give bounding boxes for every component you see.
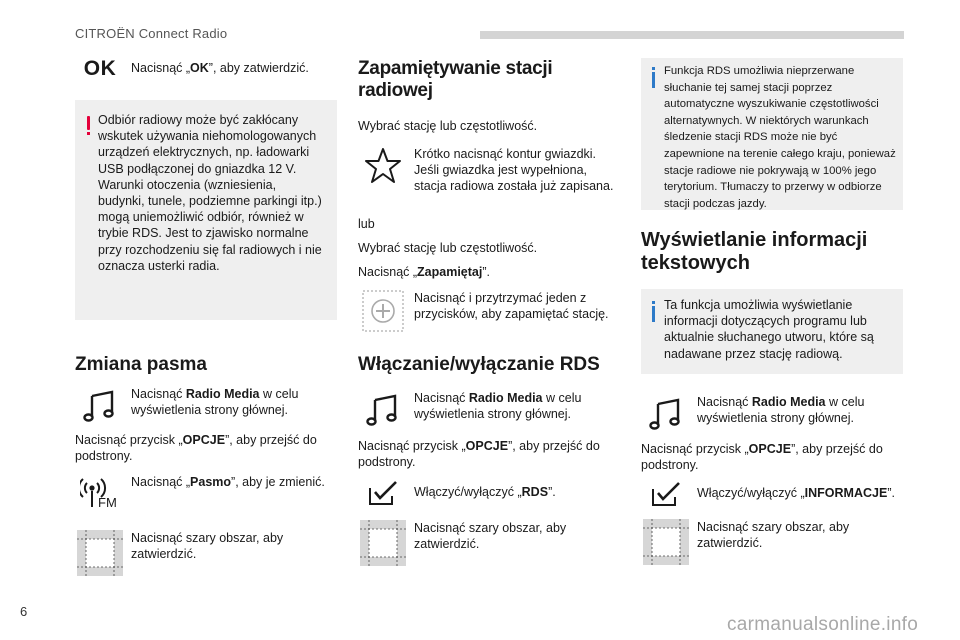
text-info-box xyxy=(641,289,903,374)
warning-icon xyxy=(87,116,90,130)
band-step-3-text: Nacisnąć „Pasmo”, aby je zmienić. xyxy=(131,475,325,489)
rds-step-1-text: Nacisnąć Radio Media w celu wyświetlenia strony głównej. xyxy=(414,391,582,421)
rds-heading: Włączanie/wyłączanie RDS xyxy=(358,354,600,375)
band-step-2-text: Nacisnąć przycisk „OPCJE”, aby przejść do podstrony. xyxy=(75,433,317,463)
band-heading: Zmiana pasma xyxy=(75,354,207,375)
text-step-4 xyxy=(641,519,903,565)
grey-area-icon xyxy=(643,519,689,565)
band-step-1-text: Nacisnąć Radio Media w celu wyświetlenia strony głównej. xyxy=(131,387,299,417)
watermark: carmanualsonline.info xyxy=(727,614,919,635)
rds-info-box xyxy=(641,58,903,210)
rds-step-3-text: Włączyć/wyłączyć „RDS”. xyxy=(414,485,556,499)
header-title: CITROËN Connect Radio xyxy=(75,26,228,41)
band-step-1 xyxy=(75,386,337,426)
warning-text: Odbiór radiowy może być zakłócany wskutek używania niehomologowanych urządzeń elektrycznych, np. ładowarki USB podłączonej do gniazdka 12 V. Warunki otoczenia (wzniesienia, budynki, tunele, podziemne parkingi itp.) mogą uniemożliwić odbiór, również w trybie RDS. Jest to zjawisko normalne przy rozchodzeniu się fal radiowych i nie oznacza usterki radia. xyxy=(98,113,322,273)
music-note-icon xyxy=(80,386,120,426)
grey-area-icon xyxy=(360,520,406,566)
column-2 xyxy=(358,52,620,566)
rds-step-1 xyxy=(358,390,620,430)
music-note-icon xyxy=(646,394,686,434)
band-step-3 xyxy=(75,474,337,514)
info-icon xyxy=(652,72,655,88)
checkbox-icon xyxy=(368,480,398,506)
grey-area-icon xyxy=(77,530,123,576)
add-preset-icon xyxy=(362,290,404,332)
save-station-heading: Zapamiętywanie stacji radiowej xyxy=(358,58,553,101)
music-note-icon xyxy=(363,390,403,430)
text-step-1-text: Nacisnąć Radio Media w celu wyświetlenia strony głównej. xyxy=(697,395,865,425)
text-info-heading: Wyświetlanie informacji tekstowych xyxy=(641,229,868,274)
ok-step xyxy=(75,58,337,80)
band-step-4 xyxy=(75,530,337,576)
text-step-4-text: Nacisnąć szary obszar, aby zatwierdzić. xyxy=(697,520,850,550)
info-icon xyxy=(652,306,655,322)
save-step-2-text: Wybrać stację lub częstotliwość. xyxy=(358,241,538,255)
star-step xyxy=(358,146,620,194)
ok-icon: OK xyxy=(83,57,117,80)
or-text: lub xyxy=(358,217,375,231)
save-step-3-text: Nacisnąć „Zapamiętaj”. xyxy=(358,265,490,279)
text-info-text: Ta funkcja umożliwia wyświetlanie informacji dotyczących programu lub aktualnie słuchanego utworu, które są nadawane przez stację radiową. xyxy=(664,298,874,361)
star-outline-icon xyxy=(363,146,403,186)
rds-step-3 xyxy=(358,480,620,506)
plus-step-text: Nacisnąć i przytrzymać jeden z przycisków, aby zapamiętać stację. xyxy=(414,291,609,321)
header-bar xyxy=(480,31,904,39)
save-step-1-text: Wybrać stację lub częstotliwość. xyxy=(358,119,538,133)
rds-step-4 xyxy=(358,520,620,566)
text-step-2-text: Nacisnąć przycisk „OPCJE”, aby przejść do podstrony. xyxy=(641,442,883,472)
text-step-3 xyxy=(641,481,903,507)
plus-step xyxy=(358,290,620,332)
page-number: 6 xyxy=(20,604,28,619)
rds-info-text: Funkcja RDS umożliwia nieprzerwane słuchanie tej samej stacji poprzez automatyczne wyszukiwanie częstotliwości alternatywnych. W niektórych warunkach śledzenie stacji RDS może nie być zapewnione na terenie całego kraju, ponieważ stacje radiowe nie pokrywają w 100% jego terytorium. Tłumaczy to przerwy w odbiorze stacji podczas jazdy. xyxy=(664,65,896,210)
column-1 xyxy=(75,52,337,576)
rds-step-2-text: Nacisnąć przycisk „OPCJE”, aby przejść do podstrony. xyxy=(358,439,600,469)
band-step-4-text: Nacisnąć szary obszar, aby zatwierdzić. xyxy=(131,531,284,561)
column-3 xyxy=(641,52,903,565)
ok-step-text: Nacisnąć „OK”, aby zatwierdzić. xyxy=(131,61,309,75)
star-step-text: Krótko nacisnąć kontur gwiazdki. Jeśli gwiazdka jest wypełniona, stacja radiowa została już zapisana. xyxy=(414,147,614,193)
checkbox-icon xyxy=(651,481,681,507)
rds-step-4-text: Nacisnąć szary obszar, aby zatwierdzić. xyxy=(414,521,567,551)
warning-box xyxy=(75,100,337,320)
text-step-1 xyxy=(641,394,903,434)
text-step-3-text: Włączyć/wyłączyć „INFORMACJE”. xyxy=(697,486,895,500)
radio-fm-icon xyxy=(80,474,120,514)
svg-text:FM: FM xyxy=(98,495,117,510)
